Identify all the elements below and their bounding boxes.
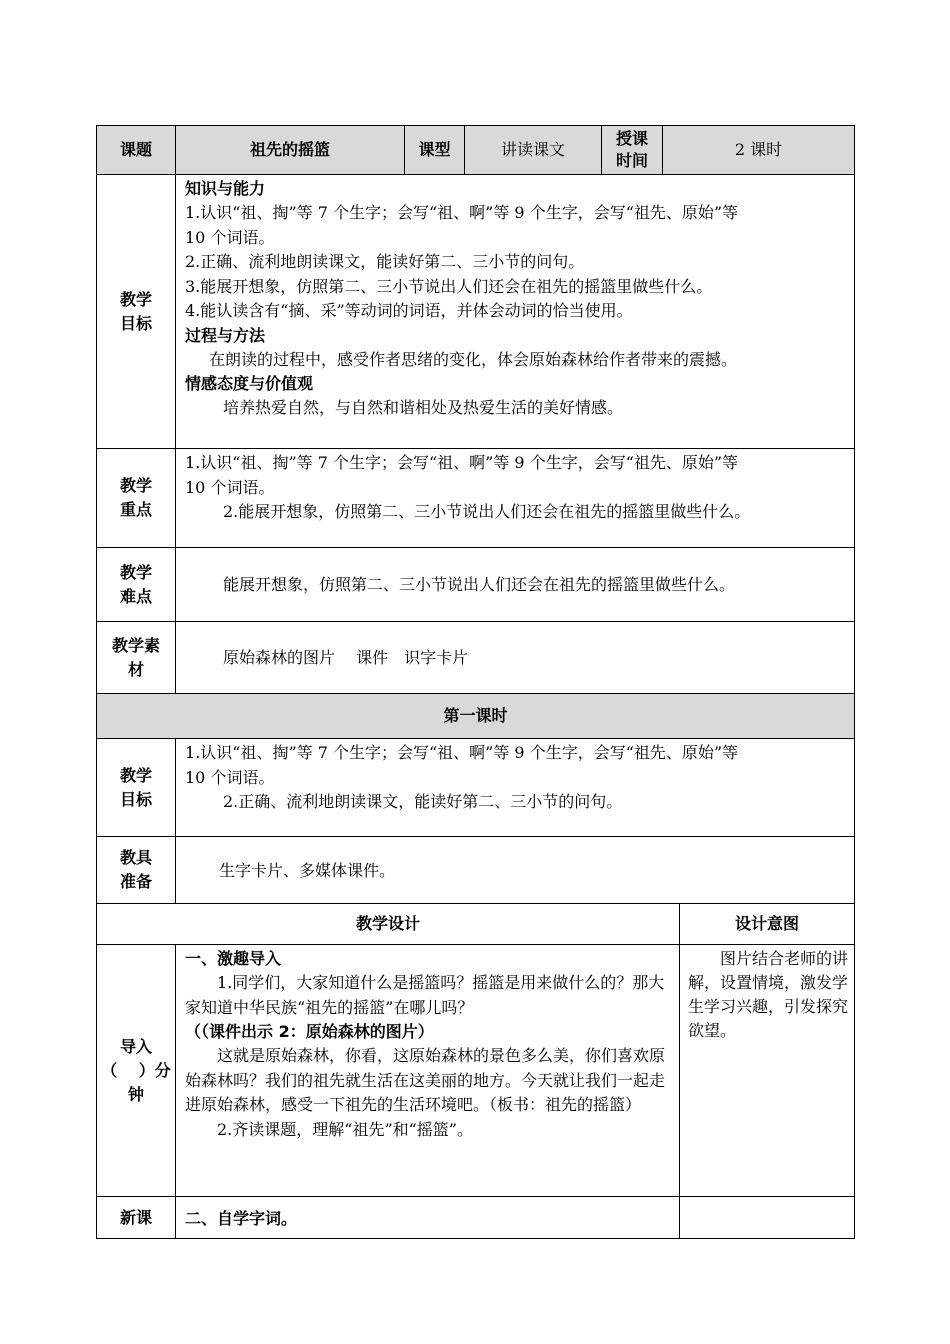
intent-header: 设计意图 [680,904,855,945]
materials-text: 原始森林的图片 课件 识字卡片 [223,648,469,668]
intro-label [97,945,176,1197]
tools-text: 生字卡片、多媒体课件。 [219,860,396,880]
type-label: 课型 [405,126,465,175]
intro-label-line3: 钟 [127,1084,144,1104]
design-header-row [97,904,855,945]
first-lesson-goals-label-line2: 目标 [119,789,152,809]
goals-label-line2: 目标 [119,313,152,333]
goal-item-1-line2: 10 个词语。 [185,227,275,247]
newlesson-intent [680,1197,855,1239]
goal-item-4: 4.能认读含有“摘、采”等动词的词语，并体会动词的恰当使用。 [185,301,633,320]
goals-content [176,175,855,449]
lesson-plan-table [96,125,855,1239]
intro-row [97,945,855,1197]
knowledge-heading: 知识与能力 [185,179,266,198]
materials-label-line2: 材 [127,659,144,679]
topic-value: 祖先的摇篮 [176,126,405,175]
first-goal-line3: 2.正确、流利地朗读课文，能读好第二、三小节的问句。 [223,792,623,811]
difficulty-label-line1: 教学 [119,562,152,582]
intro-heading: 一、激趣导入 [185,949,282,968]
first-lesson-goals-label [97,739,176,837]
materials-label-line1: 教学素 [111,635,160,655]
intro-paragraph-3: 2.齐读课题，理解“祖先”和“摇篮”。 [217,1119,473,1139]
emotion-text: 培养热爱自然，与自然和谐相处及热爱生活的美好情感。 [223,398,624,417]
keypoints-content [176,449,855,548]
difficulty-text: 能展开想象，仿照第二、三小节说出人们还会在祖先的摇篮里做些什么。 [223,575,736,595]
topic-label: 课题 [97,126,176,175]
tools-label-line2: 准备 [119,872,152,891]
header-row [97,126,855,175]
keypoints-label-line2: 重点 [119,500,152,519]
intro-label-line1: 导入 [119,1036,152,1056]
process-text: 在朗读的过程中，感受作者思绪的变化，体会原始森林给作者带来的震撼。 [209,349,738,369]
first-lesson-title: 第一课时 [97,694,855,739]
first-goal-line2: 10 个词语。 [185,767,275,787]
keypoints-label [97,449,176,548]
newlesson-heading: 二、自学字词。 [185,1208,298,1228]
goals-label-line1: 教学 [119,289,152,309]
goals-row [97,175,855,449]
goal-item-2: 2.正确、流利地朗读课文，能读好第二、三小节的问句。 [185,252,585,271]
tools-label-line1: 教具 [119,848,152,867]
newlesson-content [176,1197,680,1239]
tools-content [176,837,855,904]
goal-item-1-line1: 1.认识“祖、掏”等 7 个生字；会写“祖、啊”等 9 个生字，会写“祖先、原始”等 [185,203,739,222]
goals-label [97,175,176,449]
intro-label-line2: （ ）分 [101,1060,171,1080]
tools-row [97,837,855,904]
intro-paragraph-1: 1.同学们，大家知道什么是摇篮吗？摇篮是用来做什么的？那大家知道中华民族“祖先的摇篮”在哪儿吗？ [185,973,665,1017]
intro-content [176,945,680,1197]
emotion-heading: 情感态度与价值观 [185,374,314,393]
keypoint-line3: 2.能展开想象，仿照第二、三小节说出人们还会在祖先的摇篮里做些什么。 [223,502,751,521]
newlesson-label: 新课 [97,1197,176,1239]
difficulty-label-line2: 难点 [119,586,152,606]
first-lesson-row [97,694,855,739]
keypoint-line1: 1.认识“祖、掏”等 7 个生字；会写“祖、啊”等 9 个生字，会写“祖先、原始”等 [185,453,739,472]
time-value: 2 课时 [663,126,855,175]
intro-paragraph-2: 这就是原始森林，你看，这原始森林的景色多么美，你们喜欢原始森林吗？我们的祖先就生活在这美丽的地方。今天就让我们一起走进原始森林，感受一下祖先的生活环境吧。（板书：祖先的摇篮） [185,1046,666,1114]
difficulty-label [97,548,176,622]
difficulty-row [97,548,855,622]
materials-content [176,622,855,694]
difficulty-content [176,548,855,622]
first-lesson-goals-row [97,739,855,837]
materials-row [97,622,855,694]
first-lesson-goals-content [176,739,855,837]
time-label-line2: 时间 [615,151,648,170]
tools-label [97,837,176,904]
process-heading: 过程与方法 [185,325,266,345]
keypoint-line2: 10 个词语。 [185,477,275,497]
type-value: 讲读课文 [465,126,602,175]
goal-item-3: 3.能展开想象，仿照第二、三小节说出人们还会在祖先的摇篮里做些什么。 [185,276,713,296]
time-label [602,126,663,175]
intro-courseware: （（课件出示 2：原始森林的图片） [185,1022,434,1041]
intro-intent: 图片结合老师的讲解，设置情境，激发学生学习兴趣，引发探究欲望。 [680,945,855,1197]
time-label-line1: 授课 [615,129,648,148]
newlesson-row [97,1197,855,1239]
first-goal-line1: 1.认识“祖、掏”等 7 个生字；会写“祖、啊”等 9 个生字，会写“祖先、原始”等 [185,743,739,762]
keypoints-row [97,449,855,548]
keypoints-label-line1: 教学 [119,476,152,495]
materials-label [97,622,176,694]
first-lesson-goals-label-line1: 教学 [119,765,152,785]
design-header: 教学设计 [97,904,680,945]
